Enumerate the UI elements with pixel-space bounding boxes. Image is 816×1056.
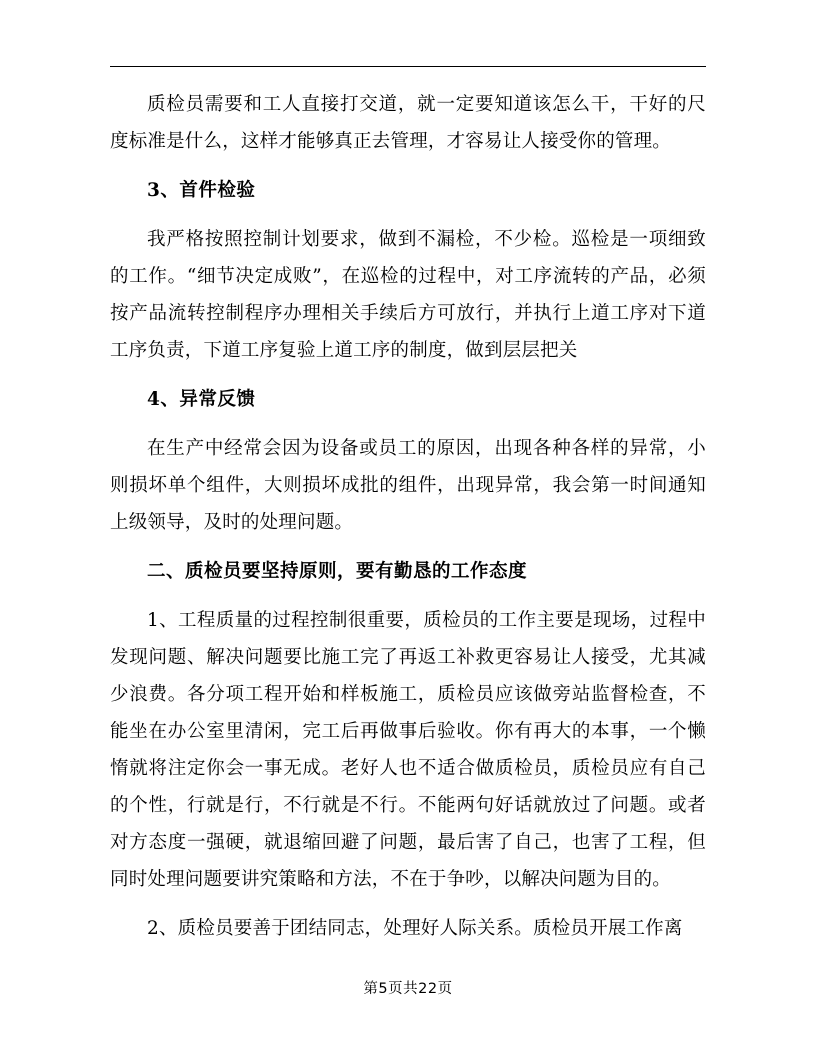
section-heading: 3、首件检验	[147, 180, 256, 201]
page-footer: 第5页共22页	[363, 981, 453, 997]
section-heading: 二、质检员要坚持原则，要有勤恳的工作态度	[147, 561, 528, 582]
paragraph: 1、工程质量的过程控制很重要，质检员的工作主要是现场，过程中发现问题、解决问题要比施工完了再返工补救更容易让人接受，尤其减少浪费。各分项工程开始和样板施工，质检员应该做旁站监督检查，不能坐在办公室里清闲，完工后再做事后验收。你有再大的本事，一个懒惰就将注定你会一事无成。老好人也不适合做质检员，质检员应有自己的个性，行就是行，不行就是不行。不能两句好话就放过了问题。或者对方态度一强硬，就退缩回避了问题，最后害了自己，也害了工程，但同时处理问题要讲究策略和方法，不在于争吵，以解决问题为目的。	[110, 610, 706, 890]
paragraph: 在生产中经常会因为设备或员工的原因，出现各种各样的异常，小则损坏单个组件，大则损坏成批的组件，出现异常，我会第一时间通知上级领导，及时的处理问题。	[110, 438, 706, 533]
paragraph: 我严格按照控制计划要求，做到不漏检，不少检。巡检是一项细致的工作。“细节决定成败”，在巡检的过程中，对工序流转的产品，必须按产品流转控制程序办理相关手续后方可放行，并执行上道工序对下道工序负责，下道工序复验上道工序的制度，做到层层把关	[110, 229, 706, 361]
header-divider	[110, 66, 706, 67]
paragraph: 2、质检员要善于团结同志，处理好人际关系。质检员开展工作离	[147, 918, 683, 939]
paragraph: 质检员需要和工人直接打交道，就一定要知道该怎么干，干好的尺度标准是什么，这样才能够真正去管理，才容易让人接受你的管理。	[110, 94, 706, 152]
section-heading: 4、异常反馈	[147, 389, 256, 410]
document-body	[110, 0, 706, 947]
